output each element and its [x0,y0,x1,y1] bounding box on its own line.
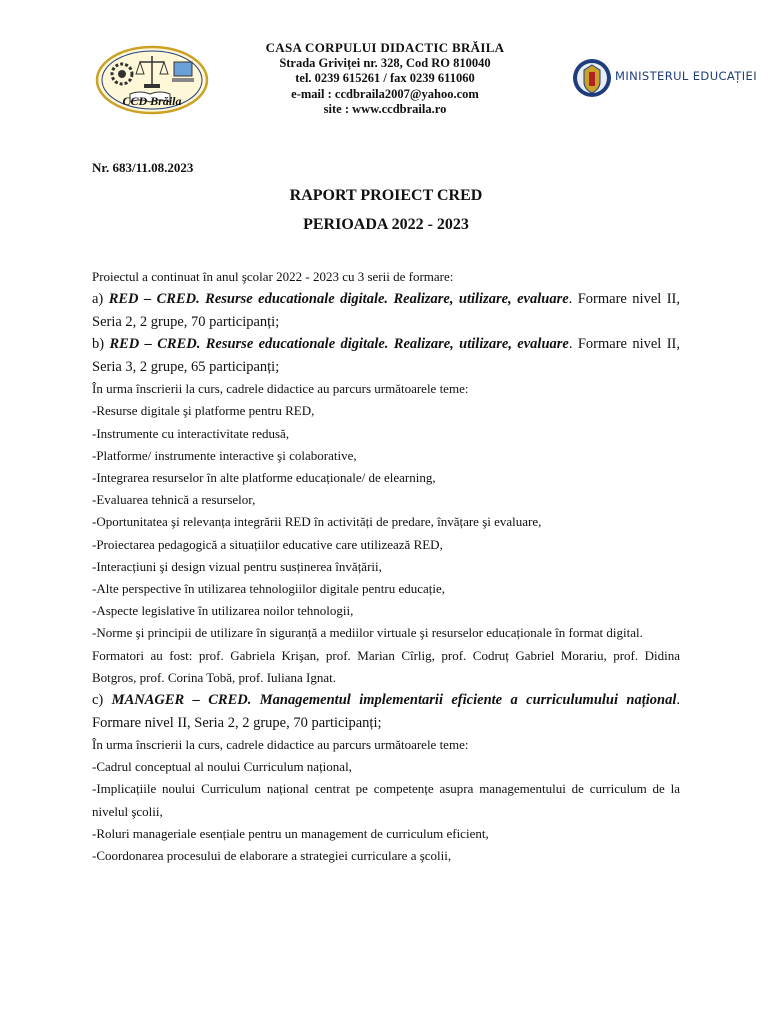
topic-1-4: -Integrarea resurselor în alte platforme educaționale/ de elearning, [92,470,436,486]
letterhead [0,40,770,130]
topic-2-3: -Roluri manageriale esențiale pentru un management de curriculum eficient, [92,825,489,841]
topic-1-3: -Platforme/ instrumente interactive şi colaborative, [92,447,357,463]
report-content [92,266,680,867]
institution-phone: tel. 0239 615261 / fax 0239 611060 [295,71,475,85]
topic-2-4: -Coordonarea procesului de elaborare a strategiei curriculare a şcolii, [92,848,452,864]
institution-email: e-mail : ccdbraila2007@yahoo.com [291,86,479,101]
topic-1-10: -Aspecte legislative în utilizarea noilor tehnologii, [92,603,354,619]
document-title: RAPORT PROIECT CRED [289,187,483,204]
topic-1-11: -Norme şi principii de utilizare în siguranță a mediilor virtuale şi resurselor educaționale în format digital. [92,625,643,641]
institution-name: CASA CORPULUI DIDACTIC BRĂILA [265,40,505,55]
series-b-item [92,333,680,378]
series-c-title: MANAGER – CRED. Managementul implementarii eficiente a curriculumului național [111,692,677,709]
topics-intro-1: În urma înscrierii la curs, cadrele didactice au parcurs următoarele teme: [92,381,469,397]
topic-1-2: -Instrumente cu interactivitate redusă, [92,425,290,441]
topic-1-6: -Oportunitatea şi relevanța integrării RED în activități de predare, învățare şi evaluare, [92,514,542,530]
topic-1-1: -Resurse digitale şi platforme pentru RED, [92,403,315,419]
institution-address: Strada Griviței nr. 328, Cod RO 810040 [279,55,491,70]
institution-block [230,40,540,118]
topic-1-7: -Proiectarea pedagogică a situațiilor educative care utilizează RED, [92,536,443,552]
ministry-logo [572,56,756,100]
topic-2-1: -Cadrul conceptual al noului Curriculum național, [92,759,352,775]
trainers-paragraph: Formatori au fost: prof. Gabriela Krişan, prof. Marian Cîrlig, prof. Codruț Gabriel Morariu, prof. Didina Botgros, prof. Corina Tobă, prof. Iuliana Ignat. [92,647,680,685]
series-c-details: . Formare nivel II, Seria 2, 2 grupe, 70 participanți; [92,692,681,731]
series-b-title: RED – CRED. Resurse educationale digitale. Realizare, utilizare, evaluare [109,336,569,353]
series-c-item [92,689,680,734]
series-a-prefix: a) [92,291,109,308]
series-a-details: . Formare nivel II, Seria 2, 2 grupe, 70 participanți; [92,291,680,330]
topics-intro-2: În urma înscrierii la curs, cadrele didactice au parcurs următoarele teme: [92,737,469,753]
intro-paragraph: Proiectul a continuat în anul şcolar 2022 - 2023 cu 3 serii de formare: [92,269,454,284]
series-a-item [92,288,680,333]
series-b-prefix: b) [92,336,110,353]
document-number: Nr. 683/11.08.2023 [92,160,194,175]
ccd-logo-text: CCD Brăila [122,94,182,108]
topic-1-9: -Alte perspective în utilizarea tehnologiilor digitale pentru educație, [92,581,446,597]
series-a-title: RED – CRED. Resurse educationale digitale. Realizare, utilizare, evaluare [108,291,569,308]
series-b-details: . Formare nivel II, Seria 3, 2 grupe, 65 participanți; [92,336,680,375]
topic-1-5: -Evaluarea tehnică a resurselor, [92,492,256,508]
document-period: PERIOADA 2022 - 2023 [303,216,469,233]
topic-2-2: -Implicațiile noului Curriculum național centrat pe competențe asupra managementului de curriculum de la nivelul şcolii, [92,781,680,819]
topic-1-8: -Interacțiuni şi design vizual pentru susținerea învățării, [92,558,382,574]
romania-coat-of-arms-icon [572,56,612,100]
institution-site: site : www.ccdbraila.ro [323,102,447,116]
series-c-prefix: c) [92,692,112,709]
ccd-braila-logo [94,44,210,116]
ministry-name: MINISTERUL EDUCAȚIEI [615,69,757,83]
